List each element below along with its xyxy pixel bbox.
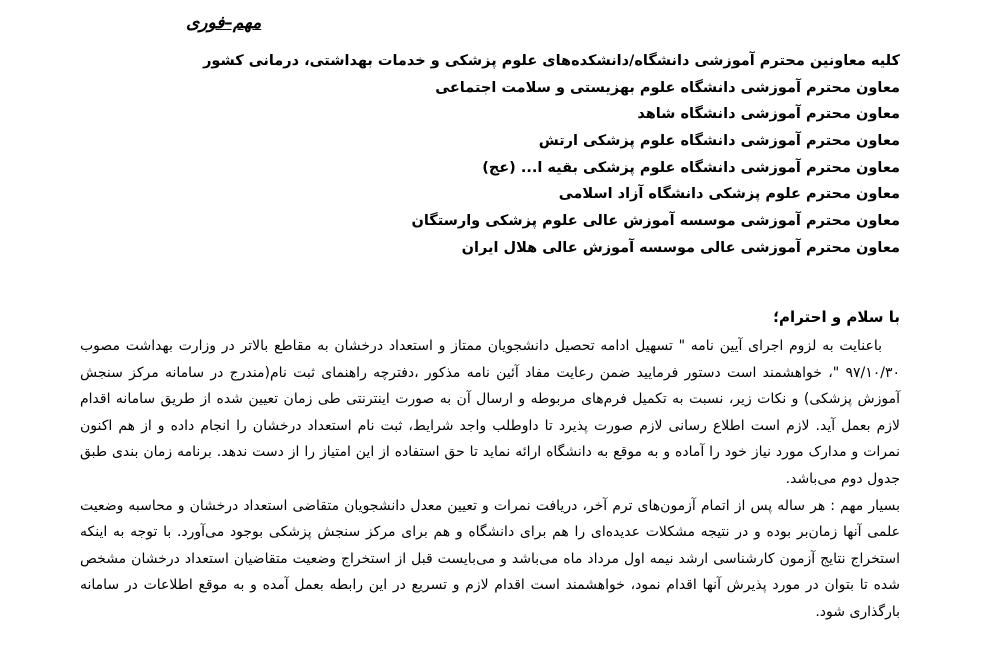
recipient-line: معاون محترم آموزشی دانشگاه شاهد bbox=[637, 106, 900, 123]
recipient-line: معاون محترم آموزشی دانشگاه علوم بهزیستی و سلامت اجتماعی bbox=[435, 79, 900, 96]
letter-body bbox=[80, 333, 900, 626]
greeting: با سلام و احترام؛ bbox=[773, 308, 900, 326]
recipient-line: کلیه معاونین محترم آموزشی دانشگاه/دانشکده‌های علوم پزشکی و خدمات بهداشتی، درمانی کشور bbox=[203, 53, 900, 69]
body-paragraph: بسیار مهم : هر ساله پس از اتمام آزمون‌های ترم آخر، دریافت نمرات و تعیین معدل دانشجویان متقاضی استعداد درخشان و محاسبه وضعیت علمی آنها زمان‌بر بوده و در نتیجه مشکلات عدیده‌ای را هم برای دانشگاه و هم برای مرکز سنجش پزشکی بوجود می‌آورد. با توجه به اینکه استخراج نتایج آزمون کارشناسی ارشد نیمه اول مرداد ماه می‌باشد و می‌بایست قبل از استخراج وضعیت متقاضیان استعداد درخشان مشخص شده تا بتوان در مورد پذیرش آنها اقدام نمود، خواهشمند است اقدام لازم و تسریع در این رابطه بعمل آمده و به موقع اطلاعات در سامانه بارگذاری شود. bbox=[80, 497, 900, 620]
recipient-line: معاون محترم آموزشی موسسه آموزش عالی علوم پزشکی وارستگان bbox=[411, 213, 900, 230]
recipient-line: معاون محترم آموزشی عالی موسسه آموزش عالی هلال ایران bbox=[461, 239, 900, 256]
recipient-line: معاون محترم علوم پزشکی دانشگاه آزاد اسلامی bbox=[558, 186, 900, 203]
urgent-label: مهم–فوری bbox=[186, 13, 262, 33]
recipient-line: معاون محترم آموزشی دانشگاه علوم پزشکی ارتش bbox=[538, 133, 900, 150]
body-paragraph: باعنایت به لزوم اجرای آیین نامه " تسهیل ادامه تحصیل دانشجویان ممتاز و استعداد درخشان به مقاطع بالاتر در وزارت بهداشت مصوب ۹۷/۱۰/۳۰ "، خواهشمند است دستور فرمایید ضمن رعایت مفاد آئین نامه مذکور ،دفترچه راهنمای ثبت نام(مندرج در سامانه مرکز سنجش آموزش پزشکی) و نکات زیر، نسبت به تکمیل فرم‌های مربوطه و ارسال آن به صورت اینترنتی طی زمان تعیین شده از طریق سامانه اقدام لازم بعمل آید. لازم است اطلاع رسانی لازم صورت پذیرد تا داوطلب واجد شرایط، ثبت نام استعداد درخشان را انجام داده و از هم اکنون نمرات و مدارک مورد نیاز خود را آماده و به موقع به دانشگاه ارائه نماید تا حق استفاده از این امتیاز را از دست ندهد. برنامه زمان بندی طبق جدول دوم می‌باشد. bbox=[80, 338, 900, 487]
recipient-list bbox=[203, 48, 900, 262]
recipient-line: معاون محترم آموزشی دانشگاه علوم پزشکی بقیه ا... (عج) bbox=[482, 159, 900, 176]
